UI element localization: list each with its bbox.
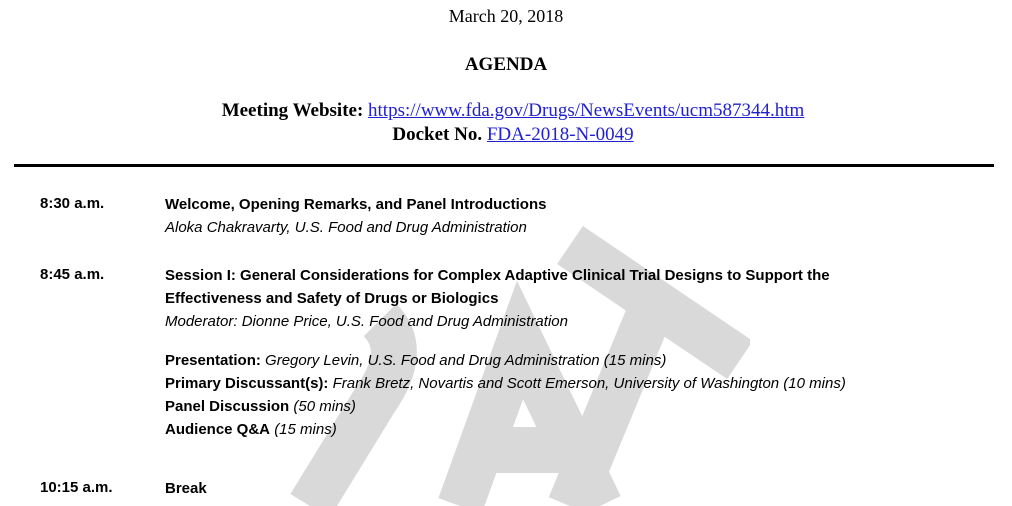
agenda-time-break: 10:15 a.m. bbox=[40, 479, 113, 496]
agenda-time-welcome: 8:30 a.m. bbox=[40, 195, 105, 212]
agenda-time-session1: 8:45 a.m. bbox=[40, 266, 105, 283]
session1-audience-qa bbox=[165, 418, 846, 441]
meeting-website-link[interactable]: https://www.fda.gov/Drugs/NewsEvents/ucm587344.htm bbox=[368, 100, 805, 121]
welcome-title: Welcome, Opening Remarks, and Panel Introductions bbox=[165, 196, 547, 213]
qa-text: (15 mins) bbox=[274, 421, 337, 438]
session1-moderator: Moderator: Dionne Price, U.S. Food and Drug Administration bbox=[165, 313, 568, 330]
presentation-text: Gregory Levin, U.S. Food and Drug Administration (15 mins) bbox=[265, 352, 667, 369]
agenda-title: AGENDA bbox=[464, 54, 548, 75]
meeting-date: March 20, 2018 bbox=[448, 6, 564, 26]
header-divider bbox=[14, 164, 994, 167]
docket-label: Docket No. bbox=[392, 124, 483, 145]
presentation-label: Presentation: bbox=[165, 352, 261, 369]
docket-line bbox=[0, 124, 1012, 146]
session1-panel-discussion bbox=[165, 395, 846, 418]
session1-title-line2: Effectiveness and Safety of Drugs or Biologics bbox=[165, 290, 499, 307]
discussant-label: Primary Discussant(s): bbox=[165, 375, 329, 392]
session1-title-line1: Session I: General Considerations for Complex Adaptive Clinical Trial Designs to Support the bbox=[165, 267, 830, 284]
qa-label: Audience Q&A bbox=[165, 421, 271, 438]
docket-number-link[interactable]: FDA-2018-N-0049 bbox=[486, 124, 634, 145]
agenda-item-session1 bbox=[165, 264, 846, 441]
agenda-item-welcome bbox=[165, 193, 546, 239]
meeting-website-line bbox=[0, 100, 1012, 122]
website-label: Meeting Website: bbox=[221, 100, 364, 121]
welcome-speaker: Aloka Chakravarty, U.S. Food and Drug Administration bbox=[165, 219, 527, 236]
session1-presentation bbox=[165, 349, 846, 372]
panel-text: (50 mins) bbox=[293, 398, 356, 415]
agenda-item-break: Break bbox=[165, 480, 207, 497]
session1-discussants bbox=[165, 372, 846, 395]
discussant-text: Frank Bretz, Novartis and Scott Emerson, University of Washington (10 mins) bbox=[332, 375, 846, 392]
panel-label: Panel Discussion bbox=[165, 398, 290, 415]
